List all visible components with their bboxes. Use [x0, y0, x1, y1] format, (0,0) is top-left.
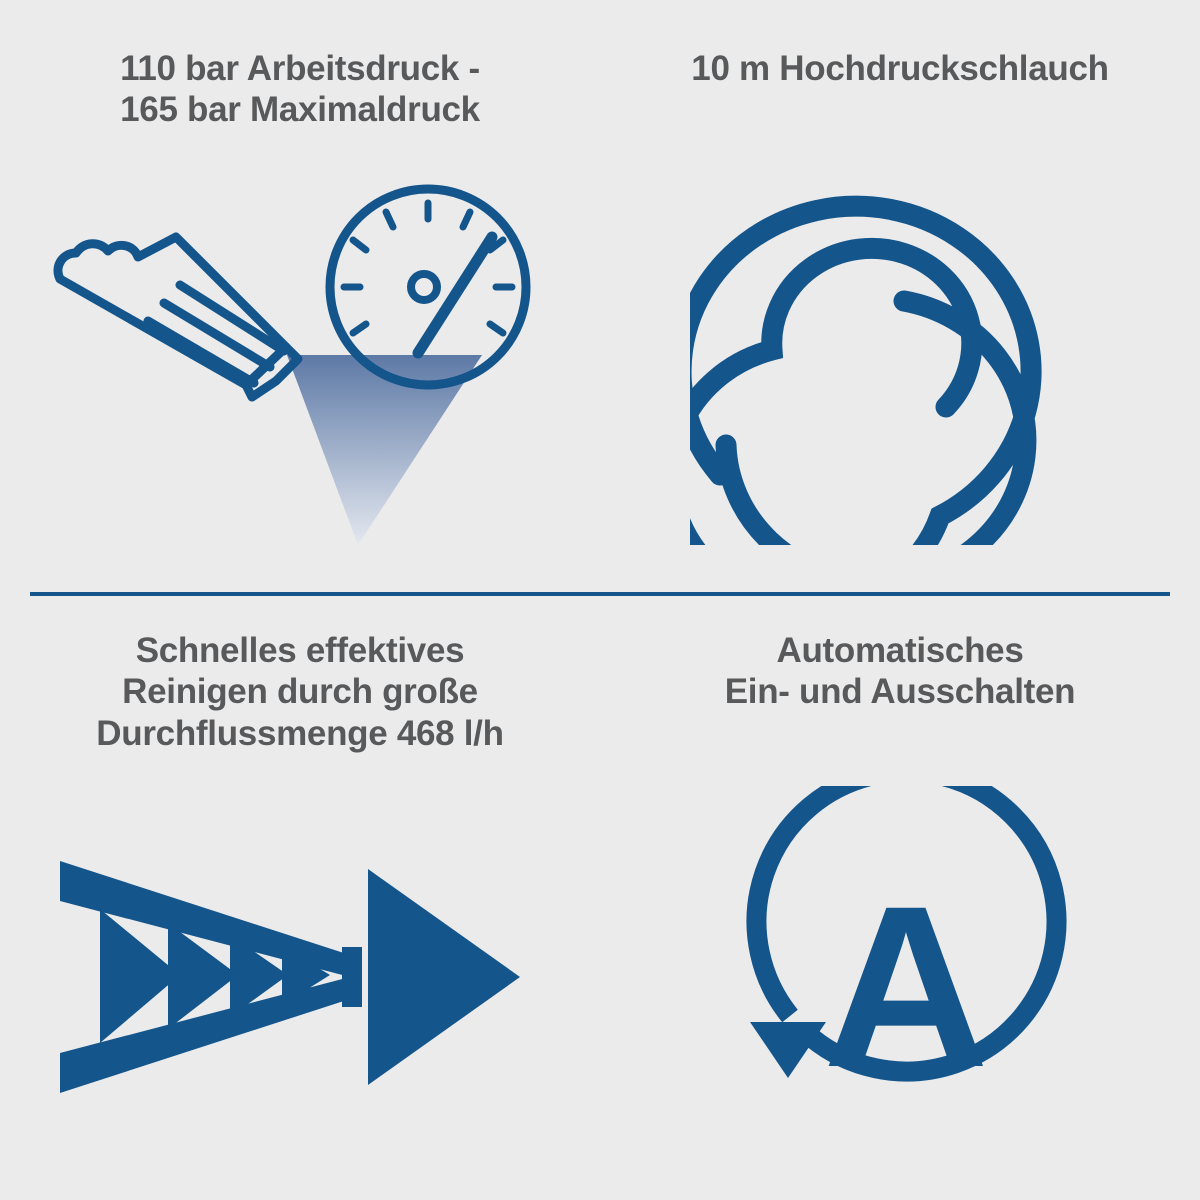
feature-panel-pressure — [0, 0, 600, 600]
feature-icon-pressure-wrap — [0, 131, 600, 600]
feature-panel-auto — [600, 600, 1200, 1200]
spray-lance-with-pressure-gauge-icon — [40, 165, 560, 565]
automatic-start-stop-letter-a-icon — [730, 786, 1070, 1126]
feature-icon-hose-wrap — [600, 89, 1200, 600]
feature-caption-pressure: 110 bar Arbeitsdruck - 165 bar Maximaldruck — [120, 49, 480, 130]
feature-caption-flow: Schnelles effektives Reinigen durch große Durchflussmenge 468 l/h — [96, 631, 504, 753]
feature-caption-auto: Automatisches Ein- und Ausschalten — [724, 631, 1076, 712]
feature-icon-flow-wrap — [0, 754, 600, 1200]
row-divider — [30, 592, 1170, 596]
feature-panel-hose — [600, 0, 1200, 600]
feature-icon-auto-wrap — [600, 713, 1200, 1200]
feature-panel-flow — [0, 600, 600, 1200]
letter-a-glyph: A — [822, 858, 990, 1116]
coiled-high-pressure-hose-icon — [690, 145, 1110, 545]
feature-caption-hose: 10 m Hochdruckschlauch — [691, 49, 1109, 88]
water-flow-nozzle-icon — [50, 847, 550, 1107]
